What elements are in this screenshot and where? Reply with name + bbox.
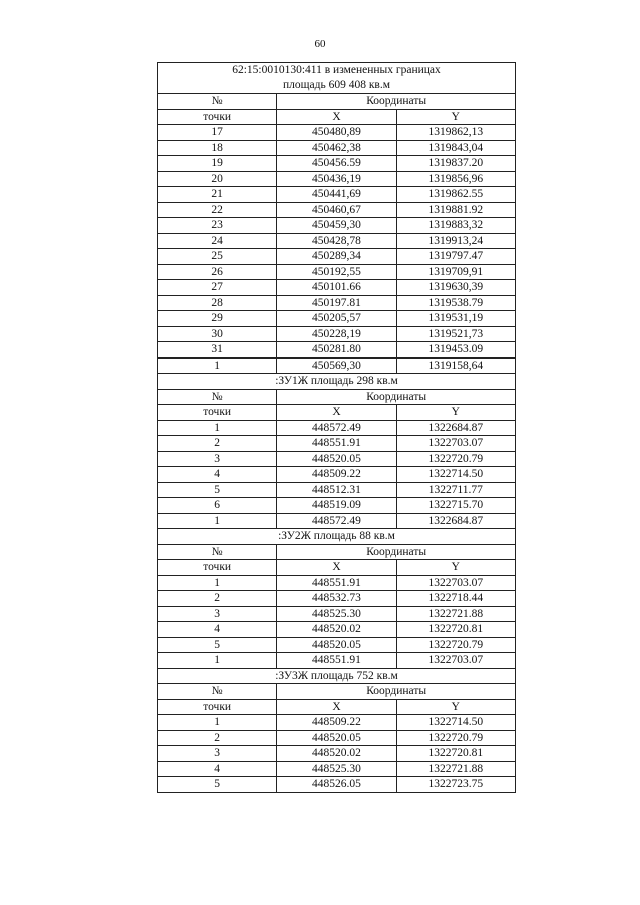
- table-row: [158, 622, 516, 638]
- table-row: [158, 171, 516, 187]
- x-cell: 450192,55: [277, 264, 396, 280]
- point-number-cell: 6: [158, 498, 277, 514]
- x-cell: 448526.05: [277, 777, 396, 793]
- x-cell: 448509.22: [277, 715, 396, 731]
- x-cell: 448512.31: [277, 482, 396, 498]
- x-cell: 448520.05: [277, 637, 396, 653]
- coordinates-header: Координаты: [277, 544, 516, 560]
- table-row: [158, 358, 516, 374]
- point-number-cell: 31: [158, 342, 277, 358]
- y-cell: 1319521,73: [396, 326, 515, 342]
- y-cell: 1322720.79: [396, 451, 515, 467]
- y-cell: 1322723.75: [396, 777, 515, 793]
- point-number-cell: 25: [158, 249, 277, 265]
- x-cell: 448551.91: [277, 436, 396, 452]
- point-header-label: точки: [158, 560, 277, 576]
- point-number-cell: 1: [158, 420, 277, 436]
- table-row: [158, 637, 516, 653]
- y-cell: 1322711.77: [396, 482, 515, 498]
- header-row: [158, 684, 516, 700]
- section-title: :ЗУ3Ж площадь 752 кв.м: [158, 668, 516, 684]
- section-title-row: [158, 63, 516, 94]
- x-cell: 450462,38: [277, 140, 396, 156]
- y-cell: 1322720.79: [396, 730, 515, 746]
- coordinates-table: [157, 62, 516, 793]
- point-number-cell: 1: [158, 575, 277, 591]
- x-cell: 450289,34: [277, 249, 396, 265]
- x-cell: 450480,89: [277, 125, 396, 141]
- point-number-cell: 19: [158, 156, 277, 172]
- x-cell: 448519.09: [277, 498, 396, 514]
- x-cell: 448525.30: [277, 606, 396, 622]
- y-cell: 1322714.50: [396, 467, 515, 483]
- point-number-cell: 4: [158, 761, 277, 777]
- table-row: [158, 715, 516, 731]
- section-title: 62:15:0010130:411 в измененных границах: [232, 64, 441, 76]
- table-row: [158, 420, 516, 436]
- table-row: [158, 311, 516, 327]
- coordinates-header: Координаты: [277, 389, 516, 405]
- y-cell: 1319837.20: [396, 156, 515, 172]
- table-row: [158, 436, 516, 452]
- x-cell: 450569,30: [277, 358, 396, 374]
- point-number-cell: 28: [158, 295, 277, 311]
- point-number-cell: 30: [158, 326, 277, 342]
- table-row: [158, 746, 516, 762]
- point-number-header: №: [158, 684, 277, 700]
- y-cell: 1319630,39: [396, 280, 515, 296]
- point-number-cell: 5: [158, 482, 277, 498]
- point-number-cell: 1: [158, 715, 277, 731]
- point-header-label: точки: [158, 405, 277, 421]
- y-cell: 1319862,13: [396, 125, 515, 141]
- point-number-cell: 1: [158, 513, 277, 529]
- point-header-label: точки: [158, 699, 277, 715]
- table-row: [158, 202, 516, 218]
- table-row: [158, 575, 516, 591]
- y-cell: 1319883,32: [396, 218, 515, 234]
- point-number-cell: 2: [158, 591, 277, 607]
- table-row: [158, 140, 516, 156]
- point-number-header: №: [158, 389, 277, 405]
- y-cell: 1322715.70: [396, 498, 515, 514]
- point-number-cell: 23: [158, 218, 277, 234]
- y-cell: 1322720.81: [396, 622, 515, 638]
- page-number: 60: [314, 38, 326, 50]
- point-number-header: №: [158, 94, 277, 110]
- x-cell: 448572.49: [277, 420, 396, 436]
- x-cell: 450281.80: [277, 342, 396, 358]
- table-row: [158, 451, 516, 467]
- point-number-cell: 20: [158, 171, 277, 187]
- y-cell: 1322720.79: [396, 637, 515, 653]
- header-row: [158, 544, 516, 560]
- point-number-cell: 1: [158, 653, 277, 669]
- x-cell: 448520.02: [277, 622, 396, 638]
- header-row: [158, 405, 516, 421]
- table-row: [158, 218, 516, 234]
- y-header: Y: [396, 560, 515, 576]
- y-header: Y: [396, 405, 515, 421]
- point-number-cell: 17: [158, 125, 277, 141]
- y-cell: 1322684.87: [396, 420, 515, 436]
- x-cell: 448520.02: [277, 746, 396, 762]
- y-cell: 1319453.09: [396, 342, 515, 358]
- x-cell: 448525.30: [277, 761, 396, 777]
- x-cell: 450459,30: [277, 218, 396, 234]
- x-cell: 450441,69: [277, 187, 396, 203]
- table-row: [158, 264, 516, 280]
- y-cell: 1319843,04: [396, 140, 515, 156]
- x-cell: 448509.22: [277, 467, 396, 483]
- table-row: [158, 591, 516, 607]
- table-row: [158, 280, 516, 296]
- section-title: :ЗУ2Ж площадь 88 кв.м: [158, 529, 516, 545]
- section-title-row: [158, 668, 516, 684]
- y-cell: 1319862.55: [396, 187, 515, 203]
- y-cell: 1322720.81: [396, 746, 515, 762]
- point-number-cell: 3: [158, 451, 277, 467]
- point-number-cell: 4: [158, 467, 277, 483]
- coordinates-document: [157, 62, 516, 793]
- table-row: [158, 467, 516, 483]
- y-cell: 1319538.79: [396, 295, 515, 311]
- header-row: [158, 94, 516, 110]
- table-row: [158, 730, 516, 746]
- point-number-cell: 2: [158, 730, 277, 746]
- header-row: [158, 699, 516, 715]
- coordinates-header: Координаты: [277, 94, 516, 110]
- point-number-cell: 4: [158, 622, 277, 638]
- x-cell: 450228,19: [277, 326, 396, 342]
- point-number-cell: 24: [158, 233, 277, 249]
- section-title-row: [158, 374, 516, 390]
- x-cell: 448532.73: [277, 591, 396, 607]
- y-cell: 1319881.92: [396, 202, 515, 218]
- y-cell: 1319856,96: [396, 171, 515, 187]
- point-header-label: точки: [158, 109, 277, 125]
- table-row: [158, 326, 516, 342]
- y-cell: 1322684.87: [396, 513, 515, 529]
- section-area: площадь 609 408 кв.м: [283, 79, 390, 91]
- table-row: [158, 295, 516, 311]
- table-row: [158, 513, 516, 529]
- point-number-cell: 21: [158, 187, 277, 203]
- x-cell: 448520.05: [277, 451, 396, 467]
- point-number-cell: 3: [158, 606, 277, 622]
- x-cell: 448551.91: [277, 653, 396, 669]
- y-cell: 1319158,64: [396, 358, 515, 374]
- y-cell: 1322718.44: [396, 591, 515, 607]
- x-header: X: [277, 699, 396, 715]
- point-number-header: №: [158, 544, 277, 560]
- x-cell: 450197.81: [277, 295, 396, 311]
- table-row: [158, 498, 516, 514]
- section-title-cell: [158, 63, 516, 94]
- point-number-cell: 29: [158, 311, 277, 327]
- table-row: [158, 653, 516, 669]
- y-cell: 1319797.47: [396, 249, 515, 265]
- x-header: X: [277, 109, 396, 125]
- y-cell: 1322721.88: [396, 606, 515, 622]
- point-number-cell: 27: [158, 280, 277, 296]
- point-number-cell: 18: [158, 140, 277, 156]
- table-row: [158, 187, 516, 203]
- table-row: [158, 606, 516, 622]
- point-number-cell: 2: [158, 436, 277, 452]
- x-cell: 450456.59: [277, 156, 396, 172]
- y-cell: 1319531,19: [396, 311, 515, 327]
- coordinates-header: Координаты: [277, 684, 516, 700]
- x-header: X: [277, 560, 396, 576]
- table-row: [158, 777, 516, 793]
- table-row: [158, 249, 516, 265]
- x-cell: 450205,57: [277, 311, 396, 327]
- point-number-cell: 5: [158, 777, 277, 793]
- section-title: :ЗУ1Ж площадь 298 кв.м: [158, 374, 516, 390]
- point-number-cell: 1: [158, 358, 277, 374]
- y-cell: 1322714.50: [396, 715, 515, 731]
- point-number-cell: 3: [158, 746, 277, 762]
- x-cell: 450436,19: [277, 171, 396, 187]
- header-row: [158, 560, 516, 576]
- section-title-row: [158, 529, 516, 545]
- table-row: [158, 125, 516, 141]
- x-cell: 448572.49: [277, 513, 396, 529]
- table-row: [158, 156, 516, 172]
- y-cell: 1322703.07: [396, 575, 515, 591]
- y-cell: 1322721.88: [396, 761, 515, 777]
- x-cell: 450428,78: [277, 233, 396, 249]
- point-number-cell: 22: [158, 202, 277, 218]
- header-row: [158, 389, 516, 405]
- x-cell: 448551.91: [277, 575, 396, 591]
- header-row: [158, 109, 516, 125]
- y-header: Y: [396, 699, 515, 715]
- x-cell: 450460,67: [277, 202, 396, 218]
- y-cell: 1319709,91: [396, 264, 515, 280]
- point-number-cell: 5: [158, 637, 277, 653]
- table-row: [158, 761, 516, 777]
- y-cell: 1322703.07: [396, 436, 515, 452]
- x-header: X: [277, 405, 396, 421]
- table-row: [158, 342, 516, 358]
- y-cell: 1319913,24: [396, 233, 515, 249]
- x-cell: 448520.05: [277, 730, 396, 746]
- table-row: [158, 233, 516, 249]
- point-number-cell: 26: [158, 264, 277, 280]
- table-row: [158, 482, 516, 498]
- y-cell: 1322703.07: [396, 653, 515, 669]
- y-header: Y: [396, 109, 515, 125]
- x-cell: 450101.66: [277, 280, 396, 296]
